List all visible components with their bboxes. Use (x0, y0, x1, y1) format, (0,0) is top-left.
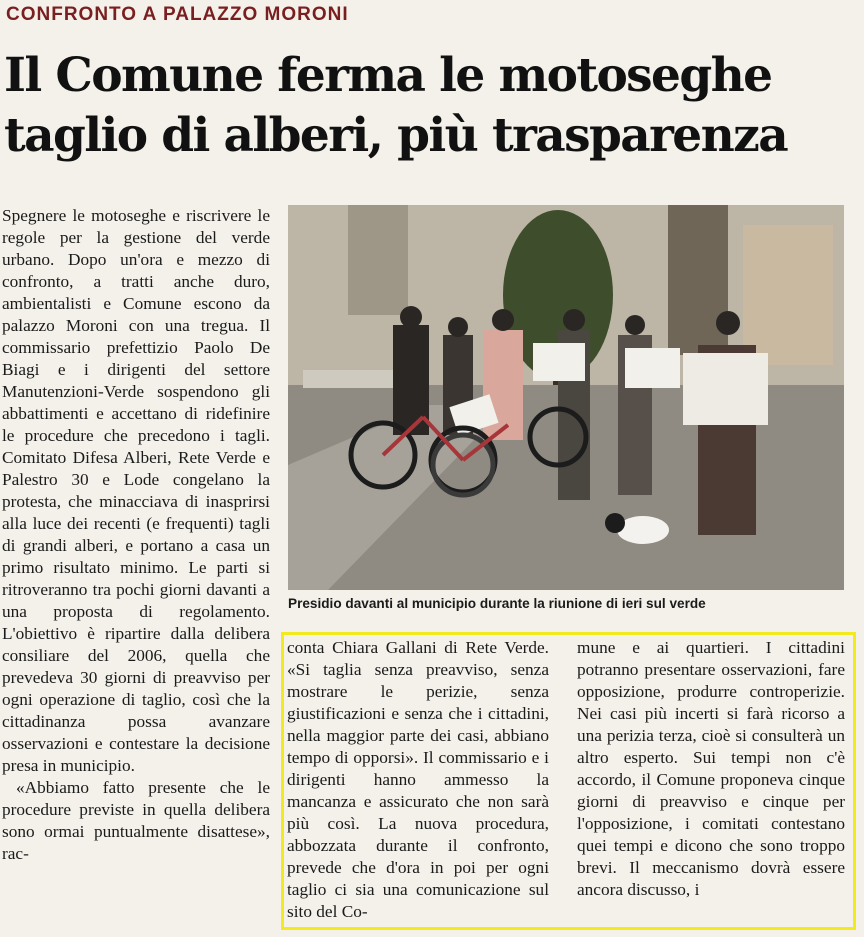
body-column-left (2, 205, 270, 865)
headline (4, 46, 860, 166)
headline-line-1: Il Comune ferma le motoseghe (4, 48, 772, 103)
body-column-middle (287, 637, 549, 923)
body-paragraph: Spegnere le motoseghe e riscrivere le regole per la gestione del verde urbano. Dopo un'ora e mezzo di confronto, a tratti anche duro, ambientalisti e Comune escono da palazzo Moroni con una tregua. Il commissario prefettizio Paolo De Biagi e i dirigenti del settore Manutenzioni-Verde sospendono gli abbattimenti e accettano di ridefinire le procedure che precedono i tagli. Comitato Difesa Alberi, Rete Verde e Palestro 30 e Lode congelano la protesta, che minacciava di inasprirsi alla luce dei recenti (e frequenti) tagli di grandi alberi, e portano a casa un primo risultato minimo. Le parti si ritroveranno tra pochi giorni davanti a una proposta di regolamento. L'obiettivo è ripartire dalla delibera consiliare del 2006, quella che prevedeva 30 giorni di preavviso per ogni operazione di taglio, così che la cittadinanza possa avanzare osservazioni e contestare la decisione presa in municipio. (2, 206, 270, 775)
body-paragraph: mune e ai quartieri. I cittadini potranno presentare osservazioni, fare opposizione, produrre controperizie. Nei casi più incerti si farà ricorso a una perizia terza, cioè si consulterà un altro esperto. Sui tempi non c'è accordo, il Comune proponeva cinque giorni di preavviso e cinque per l'opposizione, i comitati contestano quei tempi e dicono che sono troppo brevi. Il meccanismo dovrà essere ancora discusso, i (577, 638, 845, 899)
body-column-right (577, 637, 845, 901)
headline-line-2: taglio di alberi, più trasparenza (4, 108, 788, 163)
news-photo (288, 205, 844, 590)
photo-caption: Presidio davanti al municipio durante la riunione di ieri sul verde (288, 596, 706, 611)
photo-illustration (288, 205, 844, 590)
body-paragraph: «Abbiamo fatto presente che le procedure previste in quella delibera sono ormai puntualmente disattese», rac- (2, 778, 270, 863)
body-paragraph: conta Chiara Gallani di Rete Verde. «Si taglia senza preavviso, senza mostrare le perizie, senza giustificazioni e senza che i cittadini, nella maggior parte dei casi, abbiano tempo di opporsi». Il commissario e i dirigenti hanno ammesso la mancanza e assicurato che non sarà più così. La nuova procedura, abbozzata durante il confronto, prevede che d'ora in poi per ogni taglio ci sia una comunicazione sul sito del Co- (287, 638, 549, 921)
section-kicker: CONFRONTO A PALAZZO MORONI (6, 4, 349, 25)
